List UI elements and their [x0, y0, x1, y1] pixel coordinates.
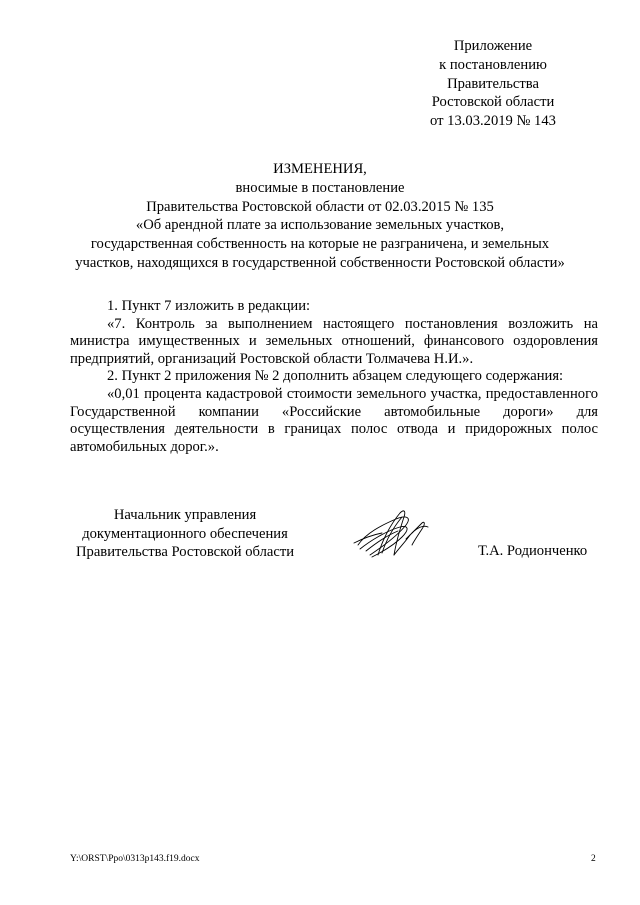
- heading-line: участков, находящихся в государственной собственности Ростовской области»: [75, 254, 565, 271]
- paragraph-item-2: 2. Пункт 2 приложения № 2 дополнить абзацем следующего содержания:: [107, 368, 564, 385]
- paragraph-item-7-text: «7. Контроль за выполнением настоящего постановления возложить на министра имущественных и земельных отношений, финансового оздоровления предприятий, организаций Ростовской области Толмачева Н.И.».: [70, 315, 598, 367]
- appendix-line: Приложение: [453, 38, 533, 54]
- paragraph-item-1: 1. Пункт 7 изложить в редакции:: [107, 298, 311, 314]
- handwritten-signature: [352, 505, 434, 563]
- paragraph-rate-text: «0,01 процента кадастровой стоимости земельного участка, предоставленного Государственной компании «Российские автомобильные дороги» для осуществления деятельности в границах полос отвода и придорожных полос автомобильных дорог.».: [70, 385, 598, 455]
- appendix-line: Ростовской области: [431, 94, 555, 111]
- signatory-title-line: документационного обеспечения: [82, 525, 288, 542]
- heading-line: Правительства Ростовской области от 02.03.2015 № 135: [146, 198, 494, 215]
- page-number: 2: [591, 854, 596, 864]
- appendix-line: от 13.03.2019 № 143: [430, 113, 556, 130]
- file-path: Y:\ORST\Ppo\0313p143.f19.docx: [70, 854, 200, 864]
- heading-line: вносимые в постановление: [235, 179, 405, 196]
- heading-line: «Об арендной плате за использование земельных участков,: [135, 217, 505, 234]
- appendix-block: [408, 37, 578, 131]
- signatory-title-line: Правительства Ростовской области: [75, 544, 295, 561]
- signatory-name: Т.А. Родионченко: [478, 543, 588, 559]
- document-body: [70, 298, 598, 456]
- signatory-title: [60, 506, 310, 562]
- heading-title: ИЗМЕНЕНИЯ,: [273, 161, 367, 177]
- signatory-title-line: Начальник управления: [113, 507, 257, 523]
- appendix-line: к постановлению: [439, 56, 547, 73]
- appendix-line: Правительства: [447, 75, 539, 92]
- heading-line: государственная собственность на которые не разграничена, и земельных: [90, 236, 550, 253]
- document-heading: [60, 160, 580, 273]
